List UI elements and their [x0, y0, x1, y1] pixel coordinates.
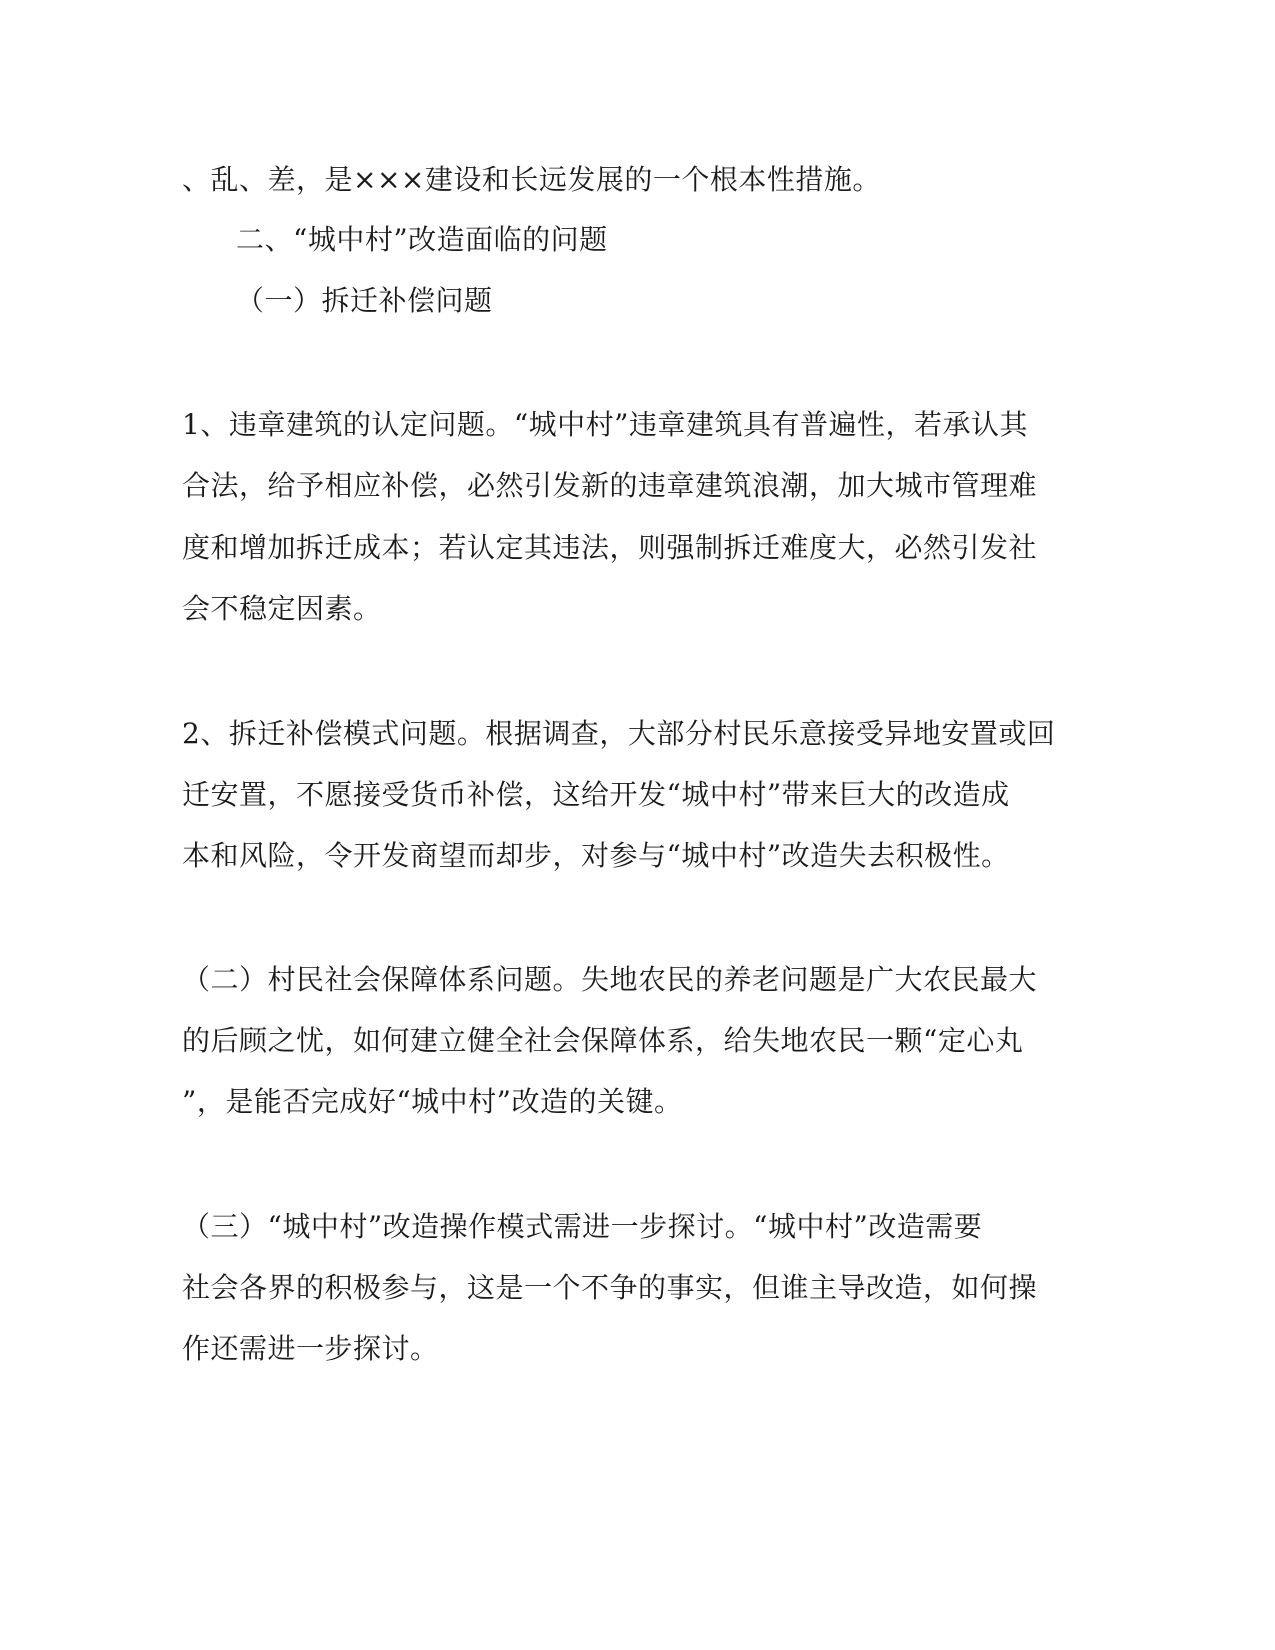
paragraph-line: 、乱、差，是×××建设和长远发展的一个根本性措施。	[182, 163, 881, 196]
paragraph-line: 的后顾之忧，如何建立健全社会保障体系，给失地农民一颗“定心丸	[182, 1024, 1024, 1057]
section-heading: 二、“城中村”改造面临的问题	[236, 223, 608, 256]
paragraph-line: 本和风险，令开发商望而却步，对参与“城中村”改造失去积极性。	[182, 839, 1010, 872]
paragraph-line: 社会各界的积极参与，这是一个不争的事实，但谁主导改造，如何操	[182, 1271, 1038, 1304]
paragraph-line: 1、违章建筑的认定问题。“城中村”违章建筑具有普遍性，若承认其	[182, 408, 1028, 441]
paragraph-line: 迁安置，不愿接受货币补偿，这给开发“城中村”带来巨大的改造成	[182, 778, 1010, 811]
paragraph-line: 作还需进一步探讨。	[182, 1332, 439, 1365]
paragraph-line: 合法，给予相应补偿，必然引发新的违章建筑浪潮，加大城市管理难	[182, 469, 1038, 502]
paragraph-line: ”，是能否完成好“城中村”改造的关键。	[182, 1085, 683, 1118]
paragraph-line: 会不稳定因素。	[182, 592, 382, 625]
paragraph-line: 度和增加拆迁成本；若认定其违法，则强制拆迁难度大，必然引发社	[182, 531, 1038, 564]
paragraph-line: 2、拆迁补偿模式问题。根据调查，大部分村民乐意接受异地安置或回	[182, 717, 1056, 750]
paragraph-line: （二）村民社会保障体系问题。失地农民的养老问题是广大农民最大	[182, 963, 1038, 996]
paragraph-line: （三）“城中村”改造操作模式需进一步探讨。“城中村”改造需要	[182, 1210, 983, 1243]
subsection-heading: （一）拆迁补偿问题	[236, 284, 493, 317]
